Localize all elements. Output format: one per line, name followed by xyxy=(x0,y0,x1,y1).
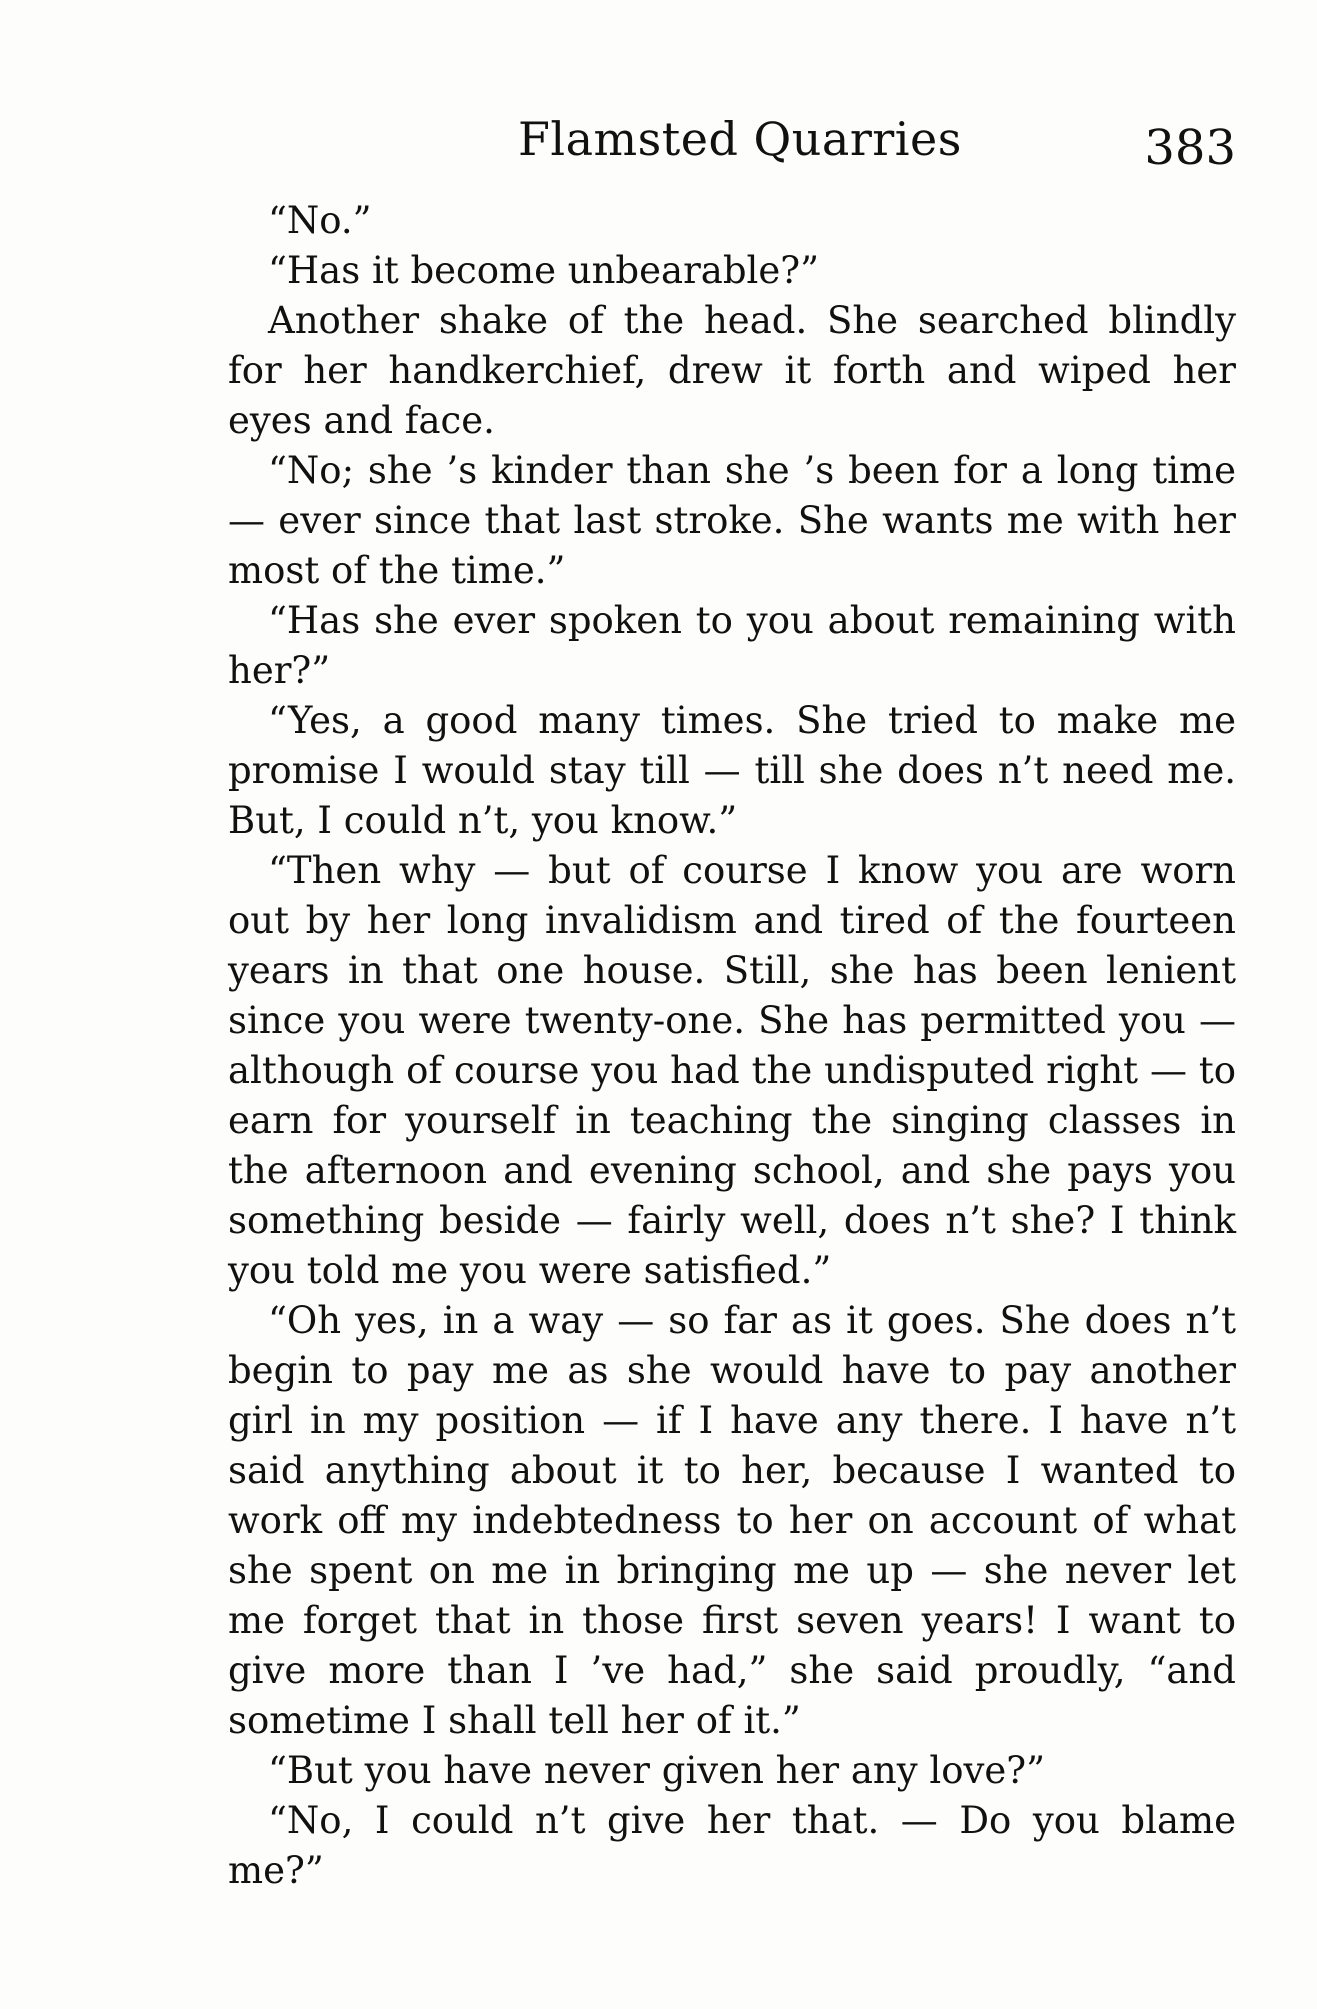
paragraph: “But you have never given her any love?” xyxy=(268,1749,1046,1792)
paragraph: “Oh yes, in a way — so far as it goes. She does n’t begin to pay me as she would have to pay another girl in my position — if I have any there. I have n’t said anything about it to her, because I wanted to work off my indebtedness to her on account of what she spent on me in bringing me up — she never let me forget that in those first seven years! I want to give more than I ’ve had,” she said proudly, “and sometime I shall tell her of it.” xyxy=(228,1299,1236,1742)
running-title: Flamsted Quarries xyxy=(518,112,962,166)
paragraph: “Has it become unbearable?” xyxy=(268,249,819,292)
paragraph: “No; she ’s kinder than she ’s been for a long time — ever since that last stroke. She wants me with her most of the time.” xyxy=(228,449,1236,592)
paragraph: “No.” xyxy=(268,199,372,242)
paragraph: Another shake of the head. She searched blindly for her handkerchief, drew it forth and wiped her eyes and face. xyxy=(228,299,1236,442)
body-text xyxy=(228,196,1236,1896)
paragraph: “Has she ever spoken to you about remaining with her?” xyxy=(228,599,1236,692)
paragraph: “Yes, a good many times. She tried to make me promise I would stay till — till she does n’t need me. But, I could n’t, you know.” xyxy=(228,699,1236,842)
page-header xyxy=(228,112,1236,182)
paragraph: “Then why — but of course I know you are worn out by her long invalidism and tired of the fourteen years in that one house. Still, she has been lenient since you were twenty-one. She has permitted you — although of course you had the undisputed right — to earn for yourself in teaching the singing classes in the afternoon and evening school, and she pays you something beside — fairly well, does n’t she? I think you told me you were satisfied.” xyxy=(228,849,1236,1292)
page-number: 383 xyxy=(1144,120,1236,176)
paragraph: “No, I could n’t give her that. — Do you blame me?” xyxy=(228,1799,1236,1892)
